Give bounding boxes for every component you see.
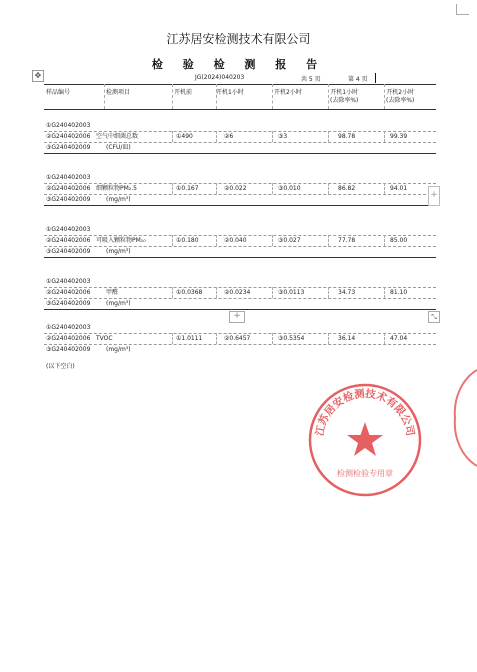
results-table[interactable] (44, 84, 436, 370)
value-1h: ②0.040 (224, 237, 247, 244)
test-unit: (mg/m³) (106, 196, 131, 203)
header-1h-rate: 开机1小时 (去除率%) (330, 89, 359, 104)
header-bottom-border (44, 109, 436, 110)
test-item: TVOC (96, 335, 113, 342)
cell-border (216, 333, 217, 344)
cell-border (328, 183, 329, 194)
cell-border (216, 183, 217, 194)
rate-1h: 77.78 (338, 237, 356, 244)
rate-1h: 98.78 (338, 133, 356, 140)
rate-2h: 81.10 (390, 289, 408, 296)
rate-2h: 47.04 (390, 335, 408, 342)
cell-border (272, 333, 273, 344)
header-column-border (172, 84, 173, 109)
cell-border (272, 183, 273, 194)
group-border (44, 257, 436, 258)
table-move-icon[interactable]: ✥ (32, 70, 44, 82)
seal-star-icon (347, 422, 383, 456)
value-before: ①0.167 (176, 185, 199, 192)
total-pages: 共 5 页 (301, 76, 321, 83)
value-2h: ③0.010 (278, 185, 301, 192)
value-1h: ②6 (224, 133, 234, 140)
sample-id: ③G240402009 (46, 300, 91, 307)
group-border (44, 309, 436, 310)
rate-1h: 36.14 (338, 335, 356, 342)
sample-id: ①G240402003 (46, 122, 91, 129)
sample-id: ①G240402003 (46, 226, 91, 233)
sample-id: ②G240402006 (46, 289, 91, 296)
cell-border (384, 287, 385, 298)
row-divider (44, 183, 436, 184)
rate-2h: 85.00 (390, 237, 408, 244)
value-before: ①0.180 (176, 237, 199, 244)
rate-2h: 94.01 (390, 185, 408, 192)
sample-id: ③G240402009 (46, 144, 91, 151)
value-2h: ③0.027 (278, 237, 301, 244)
header-1h: 开机1小时 (216, 89, 244, 96)
cell-border (384, 183, 385, 194)
rate-1h: 34.73 (338, 289, 356, 296)
sample-id: ①G240402003 (46, 278, 91, 285)
value-1h: ②0.6457 (224, 335, 251, 342)
header-test-item: 检测项目 (106, 89, 131, 96)
value-2h: ③0.0113 (278, 289, 305, 296)
test-item: 可吸入颗粒物PM₁₀ (96, 237, 146, 244)
value-1h: ②0.0234 (224, 289, 251, 296)
cell-border (272, 287, 273, 298)
group-border (44, 153, 436, 154)
sample-id: ②G240402006 (46, 335, 91, 342)
value-before: ①490 (176, 133, 193, 140)
cell-border (384, 333, 385, 344)
value-1h: ②0.022 (224, 185, 247, 192)
text-cursor (375, 73, 376, 83)
value-2h: ③3 (278, 133, 288, 140)
header-sample-id: 样品编号 (46, 89, 71, 96)
group-border (44, 205, 436, 206)
cell-border (328, 333, 329, 344)
cell-border (384, 131, 385, 142)
cell-border (172, 287, 173, 298)
company-name: 江苏居安检测技术有限公司 (166, 32, 311, 46)
cell-border (172, 235, 173, 246)
seal-subtitle: 检测检验专用章 (337, 469, 393, 478)
row-divider (44, 298, 436, 299)
header-column-border (104, 84, 105, 109)
page-number: 第 4 页 (348, 76, 368, 83)
report-meta (45, 74, 437, 84)
report-title: 检 验 检 测 报 告 (151, 58, 326, 71)
row-divider (44, 131, 436, 132)
header-before: 开机前 (174, 89, 193, 96)
value-2h: ③0.5354 (278, 335, 305, 342)
test-unit: (mg/m³) (106, 300, 131, 307)
cell-border (216, 287, 217, 298)
header-2h: 开机2小时 (274, 89, 302, 96)
sample-id: ①G240402003 (46, 174, 91, 181)
report-code: JG(2024)040203 (195, 74, 245, 81)
sample-id: ②G240402006 (46, 237, 91, 244)
rate-2h: 99.39 (390, 133, 408, 140)
sample-id: ③G240402009 (46, 196, 91, 203)
row-divider (44, 246, 436, 247)
test-unit: (mg/m³) (106, 248, 131, 255)
row-divider (44, 194, 436, 195)
cell-border (172, 183, 173, 194)
cell-border (172, 131, 173, 142)
cell-border (272, 131, 273, 142)
cell-border (328, 235, 329, 246)
row-divider (44, 333, 436, 334)
test-unit: (mg/m³) (106, 346, 131, 353)
test-item: 细颗粒物PM₂.5 (96, 185, 137, 192)
cell-border (216, 131, 217, 142)
row-divider (44, 344, 436, 345)
table-resize-icon[interactable]: ⤡ (428, 311, 440, 323)
header-column-border (216, 84, 217, 109)
row-divider (44, 235, 436, 236)
sample-id: ②G240402006 (46, 185, 91, 192)
cell-border (172, 333, 173, 344)
cell-border (216, 235, 217, 246)
add-row-button[interactable]: + (229, 311, 245, 323)
value-before: ①0.0368 (176, 289, 203, 296)
cell-border (272, 235, 273, 246)
header-column-border (384, 84, 385, 109)
row-divider (44, 287, 436, 288)
seal-text: 江苏居安检测技术有限公司 (313, 387, 417, 437)
test-unit: (CFU/皿) (106, 144, 131, 151)
table-top-border (44, 84, 436, 85)
footer-note: (以下空白) (46, 363, 75, 370)
sample-id: ①G240402003 (46, 324, 91, 331)
official-seal (305, 380, 425, 500)
page-corner-mark (456, 4, 469, 15)
sample-id: ③G240402009 (46, 346, 91, 353)
test-item: 空气中细菌总数 (96, 133, 139, 140)
header-column-border (328, 84, 329, 109)
cell-border (328, 287, 329, 298)
value-before: ①1.0111 (176, 335, 203, 342)
cell-border (328, 131, 329, 142)
rate-1h: 86.82 (338, 185, 356, 192)
partial-seal-mark (452, 368, 477, 468)
row-divider (44, 142, 436, 143)
header-column-border (272, 84, 273, 109)
cell-border (384, 235, 385, 246)
header-2h-rate: 开机2小时 (去除率%) (386, 89, 415, 104)
sample-id: ②G240402006 (46, 133, 91, 140)
add-column-button[interactable]: + (428, 186, 440, 206)
test-item: 甲醛 (106, 289, 119, 296)
sample-id: ③G240402009 (46, 248, 91, 255)
